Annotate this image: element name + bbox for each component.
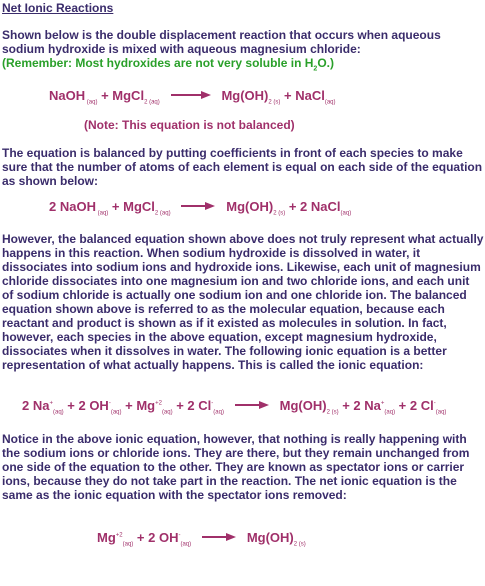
- unbalanced-equation: NaOH $_{(aq)}$ + MgCl$_2$ $_{(aq)}$ $Mg(OH)_2$ $_{(s)}$ + NaCl$_{(aq)}$: [49, 88, 336, 106]
- page-title: Net Ionic Reactions: [2, 1, 114, 15]
- balanced-equation: 2 NaOH $_{(aq)}$ + MgCl$_2$ $_{(aq)}$ $Mg(OH)_2$ $_{(s)}$ + 2 NaCl$_{(aq)}$: [49, 199, 352, 217]
- net-ionic-equation: $Mg^{+2}_{(aq)} + 2$ $OH^-_{(aq)}$ $Mg(OH)_2$ $_{(s)}$: [97, 530, 306, 548]
- remember-note: (Remember: Most hydroxides are not very soluble in $H_2O$.): [2, 56, 334, 73]
- ionic-equation: 2 $Na^+_{(aq)} + 2$ $OH^-_{(aq)} + Mg^{+2}_{(aq)} + 2$ $Cl^-_{(aq)}$ $Mg(OH)_2$ $_{(s)}$ + 2 $Na^+_{(aq)} + 2$ $Cl^-_{(aq)}$: [22, 398, 447, 416]
- molecular-equation-paragraph: However, the balanced equation shown above does not truly represent what actually happens in this reaction. When sodium hydroxide is dissolved in water, it dissociates into sodium ions and hydroxide ions. Likewise, each unit of magnesium chloride dissociates into one magnesium ion and two chloride ions, and each unit of sodium chloride is actually one sodium ion and one chloride ion. The balanced equation shown above is referred to as the molecular equation, because each reactant and product is shown as if it existed as molecules in solution. In fact, however, each species in the above equation, except magnesium hydroxide, dissociates when it dissolves in water. The following ionic equation is a better representation of what actually happens. This is called the ionic equation:: [2, 232, 484, 372]
- intro-paragraph: [2, 28, 484, 73]
- unbalanced-note: (Note: This equation is not balanced): [84, 118, 295, 132]
- balancing-paragraph: The equation is balanced by putting coefficients in front of each species to make sure that the number of atoms of each element is equal on each side of the equation as shown below:: [2, 146, 483, 188]
- spectator-ions-paragraph: Notice in the above ionic equation, however, that nothing is really happening with the sodium ions or chloride ions. They are there, but they remain unchanged from one side of the equation to the other. They are known as spectator ions or carrier ions, because they do not take part in the reaction. The net ionic equation is the same as the ionic equation with the spectator ions removed:: [2, 432, 470, 502]
- arrow-icon: [235, 401, 269, 409]
- intro-text: Shown below is the double displacement reaction that occurs when aqueous sodium hydroxide is mixed with aqueous magnesium chloride:: [2, 28, 441, 56]
- arrow-icon: [181, 202, 215, 210]
- arrow-icon: [202, 533, 236, 541]
- arrow-icon: [171, 91, 211, 99]
